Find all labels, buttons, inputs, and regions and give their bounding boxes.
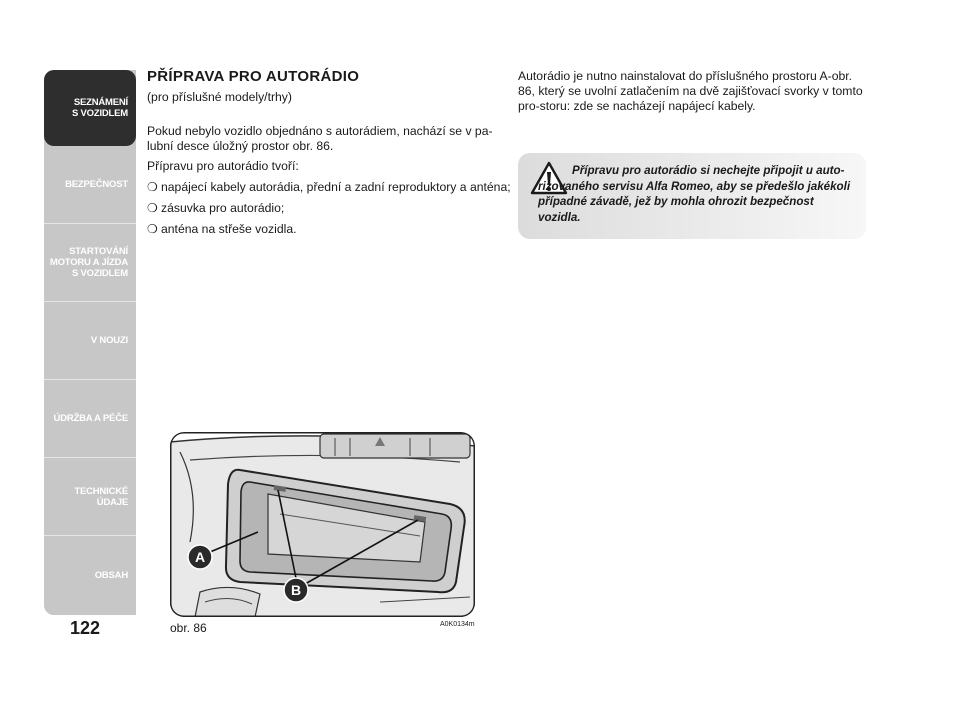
tab-v-nouzi[interactable]: V NOUZI <box>44 302 136 380</box>
figure-code: A0K0134m <box>440 621 475 628</box>
figure-caption: obr. 86 <box>170 621 207 635</box>
list-item: ❍ zásuvka pro autorádio; <box>147 201 285 215</box>
tab-technicke-udaje[interactable]: TECHNICKÉ ÚDAJE <box>44 458 136 536</box>
bullet-circle-icon: ❍ <box>147 201 158 215</box>
paragraph-installation: Autorádio je nutno nainstalovat do příslušného prostoru A-obr. 86, který se uvolní zatlačením na dvě zajišťovací svorky v tomto pro-storu: zde se nacházejí napájecí kabely. <box>518 69 863 113</box>
list-item: ❍ napájecí kabely autorádia, přední a zadní reproduktory a anténa; <box>147 180 511 194</box>
tab-obsah[interactable]: OBSAH <box>44 536 136 615</box>
tab-udrzba[interactable]: ÚDRŽBA A PÉČE <box>44 380 136 458</box>
chapter-tabs <box>44 70 136 615</box>
list-item: ❍ anténa na střeše vozidla. <box>147 222 297 236</box>
section-subtitle: (pro příslušné modely/trhy) <box>147 90 292 104</box>
callout-b-label: B <box>290 582 302 598</box>
warning-text: Přípravu pro autorádio si nechejte připojit u auto-rizovaného servisu Alfa Romeo, aby se předešlo jakékoli případné závadě, jež by mohla ohrozit bezpečnost vozidla. <box>538 164 851 224</box>
tab-startovani[interactable]: STARTOVÁNÍ MOTORU A JÍZDA S VOZIDLEM <box>44 224 136 302</box>
callout-a-label: A <box>194 549 206 565</box>
figure-radio-compartment <box>170 432 475 617</box>
bullet-circle-icon: ❍ <box>147 180 158 194</box>
radio-compartment-illustration <box>170 432 475 617</box>
page-number: 122 <box>70 618 101 638</box>
section-heading: PŘÍPRAVA PRO AUTORÁDIO <box>147 68 360 85</box>
tab-bezpecnost[interactable]: BEZPEČNOST <box>44 146 136 224</box>
paragraph-list-intro: Přípravu pro autorádio tvoří: <box>147 159 299 173</box>
bullet-circle-icon: ❍ <box>147 222 158 236</box>
paragraph-intro: Pokud nebylo vozidlo objednáno s autorádiem, nachází se v pa-lubní desce úložný prostor obr. 86. <box>147 124 493 153</box>
tab-seznameni[interactable]: SEZNÁMENÍ S VOZIDLEM <box>44 70 136 146</box>
